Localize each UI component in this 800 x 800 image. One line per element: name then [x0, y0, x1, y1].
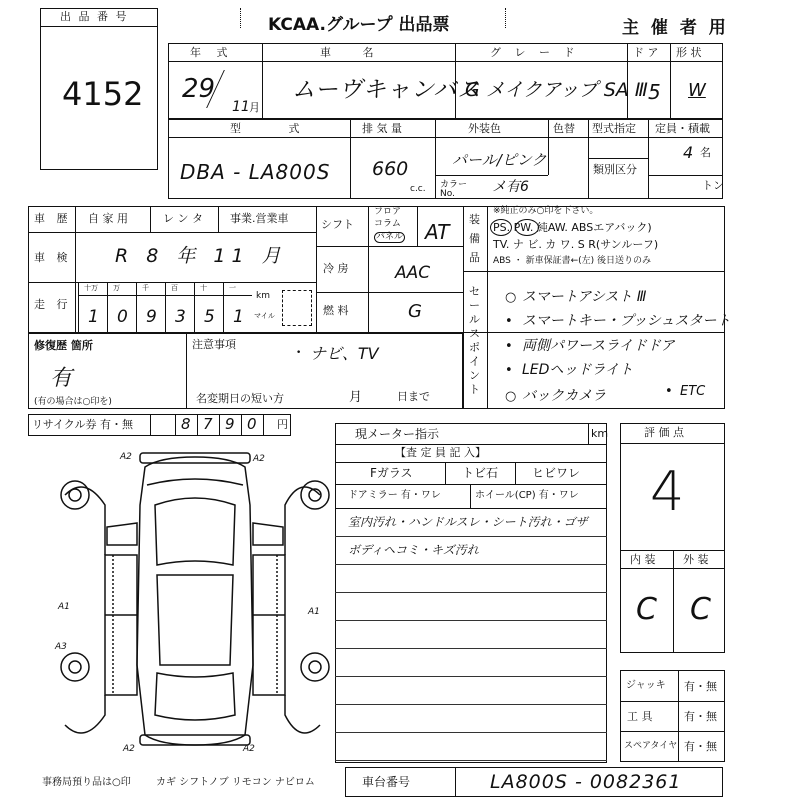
recycle-unit: 円 — [277, 418, 288, 431]
ac-label: 冷 房 — [323, 262, 349, 275]
mark-a2-rear-right: A2 — [243, 744, 255, 754]
chip-label: トビ石 — [462, 466, 499, 480]
expiry-label: 名変期日の短い方 — [196, 392, 284, 405]
category-label: 類別区分 — [593, 163, 637, 176]
office-items: カギ シフトノブ リモコン ナビロム — [156, 777, 315, 788]
organizer-label: 主 催 者 用 — [622, 18, 729, 38]
cc-unit: c.c. — [410, 184, 426, 194]
mileage-unit-label: 十万 — [84, 284, 98, 292]
inspection-label: 車 検 — [34, 251, 72, 264]
name-label: 車 名 — [320, 46, 388, 59]
spare-value: 有・無 — [684, 740, 717, 753]
jack-value: 有・無 — [684, 680, 717, 693]
mirror-label: ドアミラー 有・ワレ — [348, 490, 441, 501]
ton-unit: トン — [702, 179, 724, 192]
mileage-unit-label: 千 — [142, 284, 149, 292]
equipment-label: 装 備 品 — [469, 213, 480, 264]
capacity-unit: 名 — [700, 146, 711, 159]
meter-label: 現メーター指示 — [355, 427, 440, 441]
shift-panel: パネル — [376, 232, 404, 242]
shift-label: シフト — [321, 218, 354, 231]
lot-number: 4152 — [62, 75, 144, 113]
mileage-label: 走 行 — [34, 298, 72, 311]
km-label: km — [256, 291, 270, 301]
mark-a1-left: A1 — [58, 602, 70, 612]
meter-unit: km — [591, 427, 609, 440]
recycle-label: リサイクル券 有・無 — [32, 418, 133, 431]
mileage-digit: 5 — [204, 307, 215, 327]
month-value: 11 — [232, 99, 250, 115]
mileage-digit: 9 — [146, 307, 157, 327]
door-label: ド ア — [633, 46, 659, 59]
mileage-unit-label: 十 — [200, 284, 207, 292]
type-designation-label: 型式指定 — [592, 122, 636, 135]
score-label: 評 価 点 — [644, 426, 684, 439]
crack-label: ヒビワレ — [532, 466, 581, 480]
year-label: 年 式 — [190, 46, 234, 59]
expiry-month: 月 — [349, 390, 363, 405]
mileage-digit: 0 — [117, 307, 128, 327]
recycle-digit: 7 — [203, 415, 213, 433]
recycle-digit: 9 — [225, 415, 235, 433]
shift-floor: フロア — [374, 207, 402, 217]
chassis-value: LA800S - 0082361 — [490, 771, 682, 793]
repair-value: 有 — [50, 366, 73, 391]
fuel-value: G — [408, 301, 422, 322]
equipment-line1: PS. PW. 純AW. ABSエアバック) — [493, 221, 652, 234]
model-label: 型 式 — [230, 122, 322, 135]
exterior-label: 外 装 — [683, 553, 709, 566]
lot-label: 出 品 番 号 — [60, 10, 129, 23]
mark-a2-front-left: A2 — [120, 452, 132, 462]
shape-label: 形 状 — [676, 46, 702, 59]
mileage-digit: 1 — [233, 307, 244, 327]
mileage-unit-label: 万 — [113, 284, 120, 292]
equipment-note: ※純正のみ○印を下さい。 — [493, 206, 599, 216]
recycle-digit: 0 — [247, 415, 257, 433]
ps-circle — [490, 219, 512, 236]
shift-column: コラム — [374, 219, 401, 229]
equipment-line3: ABS ・ 新車保証書←(左) 後日送りのみ — [493, 256, 652, 266]
capacity-value: 4 — [683, 143, 694, 162]
mileage-digit: 1 — [88, 307, 99, 327]
inspector-title: 【査 定 員 記 入】 — [395, 446, 486, 459]
tool-value: 有・無 — [684, 710, 717, 723]
shift-value: AT — [425, 220, 450, 244]
tool-label: 工 具 — [627, 710, 653, 723]
sales-item-4: LEDヘッドライト — [522, 362, 634, 378]
mark-a2-rear-left: A2 — [123, 744, 135, 754]
car-name: ムーヴキャンバス — [292, 77, 482, 103]
repair-label: 修復歴 箇所 — [34, 339, 93, 352]
mile-label: マイル — [254, 312, 275, 320]
score-value: 4 — [650, 460, 685, 523]
mark-a2-front-right: A2 — [253, 454, 265, 464]
notes-value: ナビ、TV — [310, 344, 379, 363]
color-change-label: 色替 — [553, 122, 575, 135]
grade-label: グ レ ー ド — [490, 46, 580, 59]
sales-item-1: スマートアシスト Ⅲ — [522, 289, 647, 305]
sales-extra: ETC — [680, 384, 706, 399]
pw-circle — [515, 219, 539, 236]
shape-value: W — [688, 80, 706, 101]
office-label: 事務局預り品は○印 — [42, 777, 131, 788]
model-value: DBA - LA800S — [180, 160, 331, 184]
notes-label: 注意事項 — [192, 338, 236, 351]
cc-label: 排 気 量 — [362, 122, 402, 135]
expiry-day: 日まで — [397, 390, 430, 403]
ac-value: AAC — [395, 263, 431, 283]
sales-label: セールスポイント — [469, 285, 480, 396]
interior-label: 内 装 — [630, 553, 656, 566]
car-diagram — [45, 445, 340, 765]
history-rental: レ ン タ — [163, 212, 203, 225]
history-business: 事業.営業車 — [230, 212, 289, 225]
sales-item-3: 両側パワースライドドア — [522, 338, 675, 354]
history-private: 自 家 用 — [88, 212, 128, 225]
wheel-label: ホイール(CP) 有・ワレ — [475, 490, 579, 501]
mileage-unit-label: 百 — [171, 284, 178, 292]
sales-item-2: スマートキー・プッシュスタート — [522, 313, 731, 329]
color-value: パール/ピンク — [452, 151, 547, 169]
cc-value: 660 — [372, 158, 409, 180]
month-unit: 月 — [249, 101, 260, 114]
header-title: KCAA.グループ 出品票 — [268, 15, 450, 35]
mileage-digit: 3 — [175, 307, 186, 327]
color-no-value: メ有6 — [492, 179, 529, 195]
grade-value: G メイクアップ SA Ⅲ — [465, 79, 648, 101]
exterior-value: C — [690, 592, 711, 627]
year-value: 29 — [182, 74, 216, 104]
inspection-value: R 8 年 11 月 — [115, 245, 287, 267]
mark-a1-right: A1 — [308, 607, 320, 617]
sales-item-5: バックカメラ — [522, 388, 606, 404]
capacity-label: 定員・積載 — [655, 122, 710, 135]
door-value: 5 — [648, 80, 661, 104]
spare-label: スペアタイヤ — [624, 741, 678, 751]
inspector-comment-1: 室内汚れ・ハンドルスレ・シート汚れ・ゴザ — [348, 515, 588, 529]
color-no-label: カラー No. — [440, 180, 468, 199]
color-label: 外装色 — [468, 122, 501, 135]
interior-value: C — [636, 592, 657, 627]
inspector-comment-2: ボディヘコミ・キズ汚れ — [348, 543, 479, 557]
chassis-label: 車台番号 — [362, 775, 411, 789]
mileage-unit-label: 一 — [229, 284, 236, 292]
repair-note: (有の場合は○印を) — [34, 397, 112, 407]
recycle-digit: 8 — [181, 415, 191, 433]
jack-label: ジャッキ — [626, 680, 666, 691]
fuel-label: 燃 料 — [323, 304, 349, 317]
glass-label: Fガラス — [370, 466, 413, 480]
equipment-line2: TV. ナ ビ. カ ワ. S R(サンルーフ) — [493, 238, 659, 251]
history-label: 車 歴 — [34, 212, 72, 225]
mark-a3-left: A3 — [55, 642, 67, 652]
